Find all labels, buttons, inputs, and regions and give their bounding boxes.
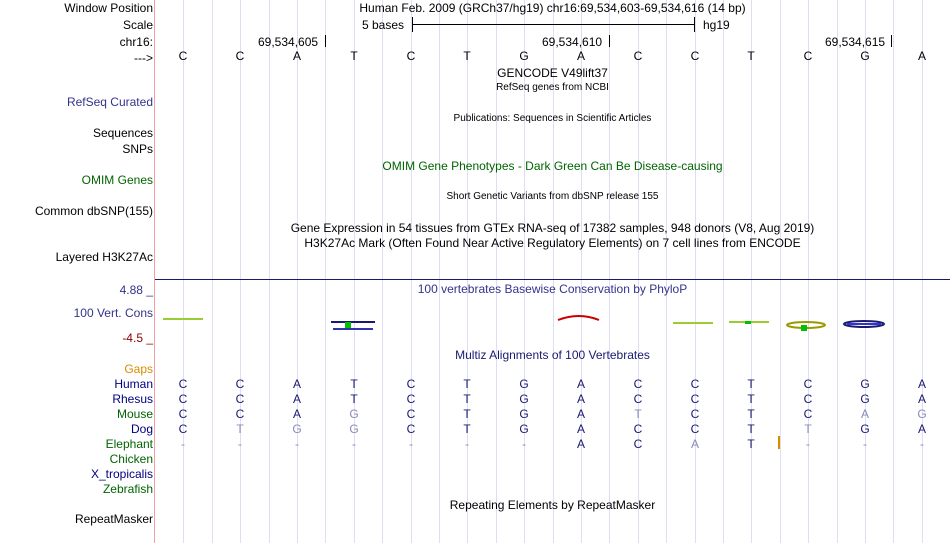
sequence-base: G [519, 49, 529, 63]
alignment-base: T [634, 407, 642, 421]
alignment-base: G [860, 392, 870, 406]
alignment-base: A [292, 377, 301, 391]
alignment-base: C [633, 377, 643, 391]
phylop-mark [345, 322, 351, 329]
alignment-base: A [860, 407, 869, 421]
alignment-base: T [350, 392, 358, 406]
alignment-base: T [350, 377, 358, 391]
species-label-mouse[interactable]: Mouse [116, 407, 153, 421]
alignment-base: T [747, 377, 755, 391]
alignment-base: C [803, 392, 813, 406]
h3k27ac-track-title[interactable]: H3K27Ac Mark (Often Found Near Active Regulatory Elements) on 7 cell lines from ENCODE [304, 236, 801, 250]
strand-label: ---> [134, 51, 153, 65]
gtex-track-title[interactable]: Gene Expression in 54 tissues from GTEx RNA-seq of 17382 samples, 948 donors (V8, Aug 2019) [290, 221, 815, 235]
alignment-base: C [690, 422, 700, 436]
omim-track-title[interactable]: OMIM Gene Phenotypes - Dark Green Can Be Disease-causing [382, 159, 723, 173]
species-label-dog[interactable]: Dog [130, 422, 153, 436]
phylop-mark [558, 316, 599, 320]
alignment-base: T [747, 407, 755, 421]
alignment-base: - [806, 437, 810, 451]
sequence-base: A [576, 49, 585, 63]
alignment-base: A [917, 392, 926, 406]
alignment-base: - [352, 437, 356, 451]
sequence-base: T [463, 49, 471, 63]
alignment-base: T [747, 422, 755, 436]
species-label-x_tropicalis[interactable]: X_tropicalis [90, 467, 153, 481]
alignment-base: C [178, 407, 188, 421]
alignment-base: A [917, 377, 926, 391]
multiz-track-title[interactable]: Multiz Alignments of 100 Vertebrates [455, 348, 650, 362]
alignment-base: G [349, 422, 359, 436]
sequence-base: A [917, 49, 926, 63]
repeatmasker-track-title[interactable]: Repeating Elements by RepeatMasker [449, 498, 656, 512]
snps-track-label[interactable]: SNPs [122, 142, 153, 156]
position-label-3: 69,534,615 [825, 35, 886, 49]
alignment-base: C [633, 422, 643, 436]
alignment-base: G [349, 407, 359, 421]
alignment-base: C [633, 437, 643, 451]
sequence-base: C [803, 49, 813, 63]
refseq-track-label[interactable]: RefSeq Curated [66, 95, 153, 109]
alignment-base: C [690, 407, 700, 421]
alignment-base: - [409, 437, 413, 451]
scale-text: 5 bases [362, 18, 405, 32]
alignment-base: - [465, 437, 469, 451]
alignment-base: G [917, 407, 927, 421]
gencode-track-title[interactable]: GENCODE V49lift37 [497, 66, 608, 80]
alignment-base: - [238, 437, 242, 451]
track-divider [155, 279, 950, 280]
sequence-base: C [178, 49, 188, 63]
dbsnp-track-label[interactable]: Common dbSNP(155) [34, 204, 153, 218]
phylop-mark [847, 323, 881, 325]
alignment-base: - [181, 437, 185, 451]
alignment-base: C [406, 407, 416, 421]
species-label-human[interactable]: Human [114, 377, 153, 391]
alignment-base: C [803, 377, 813, 391]
refseq-track-subtitle: RefSeq genes from NCBI [496, 82, 609, 93]
alignment-base: G [519, 392, 529, 406]
alignment-base: C [178, 377, 188, 391]
alignment-base: T [236, 422, 244, 436]
species-label-rhesus[interactable]: Rhesus [112, 392, 153, 406]
phylop-mark [331, 321, 375, 323]
alignment-base: - [522, 437, 526, 451]
sequence-base: C [690, 49, 700, 63]
alignment-base: G [292, 422, 302, 436]
phylop-mark [745, 321, 751, 324]
scale-bar-left-tick [412, 17, 413, 32]
species-label-zebrafish[interactable]: Zebrafish [102, 482, 153, 496]
phylop-signal [155, 310, 950, 340]
alignment-base: G [519, 422, 529, 436]
publications-track-title[interactable]: Publications: Sequences in Scientific Articles [453, 113, 652, 124]
sequence-base: T [747, 49, 755, 63]
elephant-insertion-mark [778, 436, 780, 449]
omim-track-label[interactable]: OMIM Genes [81, 173, 153, 187]
sequence-base: C [235, 49, 245, 63]
sequence-base: T [350, 49, 358, 63]
scale-assembly: hg19 [703, 18, 730, 32]
conservation-track-label[interactable]: 100 Vert. Cons [73, 306, 153, 320]
position-tick-3 [891, 35, 892, 47]
alignment-base: T [747, 392, 755, 406]
alignment-base: C [690, 392, 700, 406]
alignment-base: C [690, 377, 700, 391]
alignment-base: A [576, 407, 585, 421]
scale-bar [412, 24, 694, 25]
alignment-base: G [860, 377, 870, 391]
alignment-base: C [633, 392, 643, 406]
alignment-base: A [576, 377, 585, 391]
alignment-base: A [917, 422, 926, 436]
phylop-mark [163, 318, 203, 320]
alignment-base: - [920, 437, 924, 451]
position-label-2: 69,534,610 [542, 35, 603, 49]
phylop-mark [801, 325, 807, 331]
h3k27ac-track-label[interactable]: Layered H3K27Ac [55, 250, 153, 264]
sequence-base: C [406, 49, 416, 63]
alignment-base: G [860, 422, 870, 436]
alignment-base: C [406, 422, 416, 436]
phylop-track-title[interactable]: 100 vertebrates Basewise Conservation by PhyloP [417, 282, 688, 296]
sequence-base: G [860, 49, 870, 63]
alignment-base: - [295, 437, 299, 451]
position-tick-2 [609, 35, 610, 47]
alignment-base: C [406, 377, 416, 391]
sequence-base: A [292, 49, 301, 63]
alignment-base: C [406, 392, 416, 406]
alignment-base: T [463, 422, 471, 436]
species-label-elephant[interactable]: Elephant [105, 437, 153, 451]
phylop-mark [333, 328, 373, 330]
alignment-base: G [519, 407, 529, 421]
sequences-track-label[interactable]: Sequences [92, 126, 153, 140]
phylop-min-value: -4.5 _ [122, 331, 153, 345]
repeatmasker-track-label[interactable]: RepeatMasker [74, 512, 153, 526]
alignment-base: A [292, 392, 301, 406]
sequence-base: C [633, 49, 643, 63]
alignment-base: C [235, 392, 245, 406]
alignment-base: T [463, 392, 471, 406]
alignment-base: C [235, 407, 245, 421]
species-label-chicken[interactable]: Chicken [109, 452, 153, 466]
alignment-base: T [804, 422, 812, 436]
alignment-base: A [690, 437, 699, 451]
alignment-base: C [178, 422, 188, 436]
gaps-label: Gaps [124, 362, 153, 376]
alignment-base: G [519, 377, 529, 391]
alignment-base: A [576, 392, 585, 406]
alignment-base: T [463, 407, 471, 421]
alignment-base: T [463, 377, 471, 391]
scale-label: Scale [122, 18, 153, 32]
alignment-base: A [576, 437, 585, 451]
alignment-base: A [292, 407, 301, 421]
dbsnp-track-title[interactable]: Short Genetic Variants from dbSNP release 155 [446, 191, 659, 202]
alignment-base: - [863, 437, 867, 451]
alignment-base: C [803, 407, 813, 421]
alignment-base: C [178, 392, 188, 406]
chrom-label: chr16: [119, 35, 153, 49]
scale-bar-right-tick [694, 17, 695, 32]
alignment-base: T [747, 437, 755, 451]
position-tick-1 [325, 35, 326, 47]
window-position-text: Human Feb. 2009 (GRCh37/hg19) chr16:69,534,603-69,534,616 (14 bp) [359, 1, 746, 15]
alignment-base: C [235, 377, 245, 391]
phylop-max-value: 4.88 _ [119, 283, 153, 297]
window-position-label: Window Position [64, 1, 153, 15]
phylop-mark [673, 322, 713, 324]
position-label-1: 69,534,605 [258, 35, 319, 49]
alignment-base: A [576, 422, 585, 436]
